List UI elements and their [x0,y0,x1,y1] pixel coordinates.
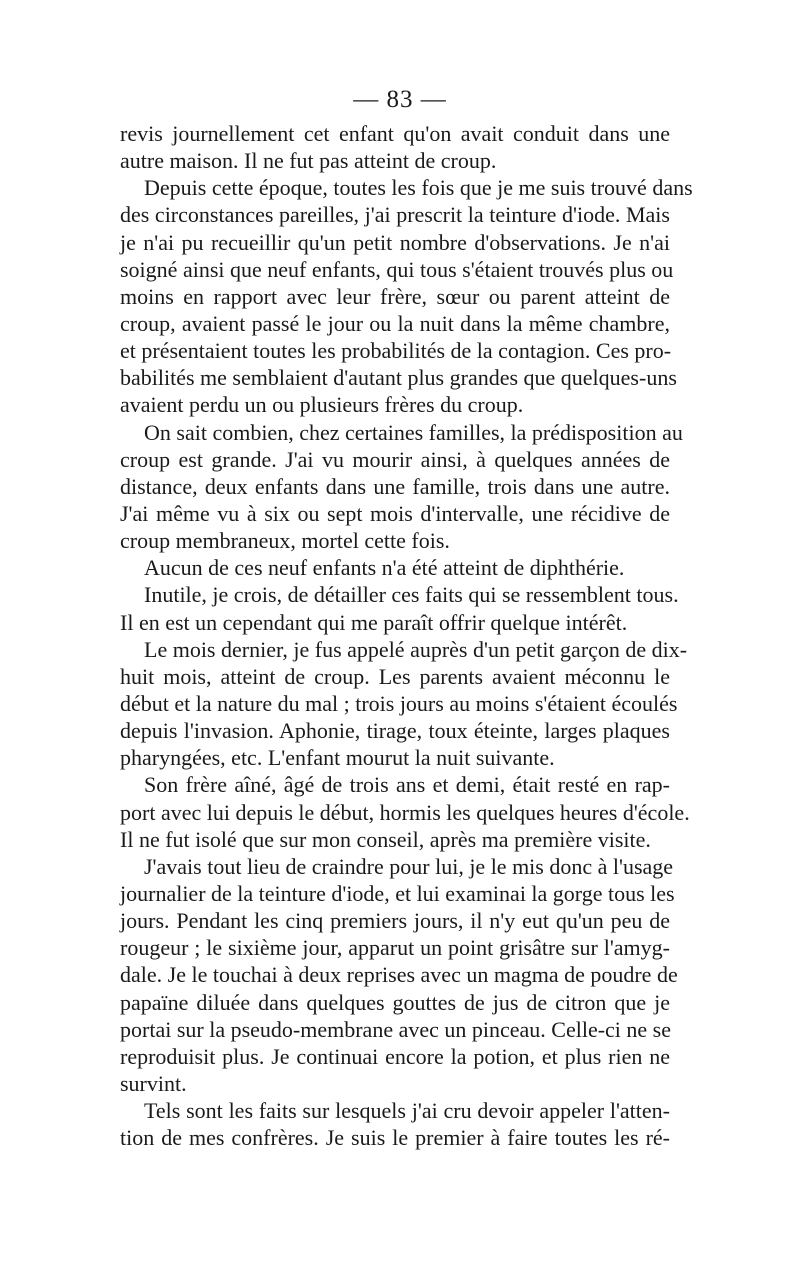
paragraph [120,174,693,418]
text-line: tion de mes confrères. Je suis le premier à faire toutes les ré- [120,1125,670,1151]
text-line: Tels sont les faits sur lesquels j'ai cru devoir appeler l'atten- [144,1098,670,1124]
text-line: pharyngées, etc. L'enfant mourut la nuit suivante. [120,745,555,771]
text-line: revis journellement cet enfant qu'on avait conduit dans une [120,121,670,146]
text-line: Il en est un cependant qui me paraît offrir quelque intérêt. [120,609,628,635]
text-line: portai sur la pseudo-membrane avec un pinceau. Celle-ci ne se [120,1016,671,1042]
paragraph [120,1097,670,1151]
text-line: soigné ainsi que neuf enfants, qui tous s'étaient trouvés plus ou [120,256,674,282]
paragraph [120,120,670,174]
text-line: J'ai même vu à six ou sept mois d'intervalle, une récidive de [120,500,670,526]
text-line: babilités me semblaient d'autant plus grandes que quelques-uns [120,365,677,391]
paragraph [120,581,679,635]
text-line: reproduisit plus. Je continuai encore la potion, et plus rien ne [120,1043,670,1069]
text-line: rougeur ; le sixième jour, apparut un point grisâtre sur l'amyg- [120,935,670,961]
text-line: des circonstances pareilles, j'ai prescrit la teinture d'iode. Mais [120,202,670,228]
paragraph [120,771,690,852]
text-line: journalier de la teinture d'iode, et lui examinai la gorge tous les [120,880,675,906]
text-line: J'avais tout lieu de craindre pour lui, je le mis donc à l'usage [144,853,674,879]
text-line: Depuis cette époque, toutes les fois que je me suis trouvé dans [144,175,693,201]
text-line: Son frère aîné, âgé de trois ans et demi, était resté en rap- [144,772,670,798]
text-line: croup membraneux, mortel cette fois. [120,528,450,554]
text-line: huit mois, atteint de croup. Les parents avaient méconnu le [120,663,670,689]
text-line: Aucun de ces neuf enfants n'a été atteint de diphthérie. [144,555,625,581]
text-line: distance, deux enfants dans une famille, trois dans une autre. [120,473,670,499]
text-line: avaient perdu un ou plusieurs frères du croup. [120,392,524,418]
text-line: On sait combien, chez certaines familles, la prédisposition au [144,419,683,445]
paragraph [120,636,688,772]
text-line: Il ne fut isolé que sur mon conseil, après ma première visite. [120,826,651,852]
page-number: — 83 — [353,86,447,113]
body-text [120,120,693,1151]
text-line: et présentaient toutes les probabilités de la contagion. Ces pro- [120,338,672,364]
text-line: Inutile, je crois, de détailler ces faits qui se ressemblent tous. [144,582,679,608]
text-line: croup, avaient passé le jour ou la nuit dans la même chambre, [120,310,670,336]
text-line: dale. Je le touchai à deux reprises avec un magma de poudre de [120,962,678,988]
text-line: croup est grande. J'ai vu mourir ainsi, à quelques années de [120,446,670,472]
text-line: Le mois dernier, je fus appelé auprès d'un petit garçon de dix- [144,636,688,662]
text-line: autre maison. Il ne fut pas atteint de croup. [120,148,497,174]
text-line: jours. Pendant les cinq premiers jours, il n'y eut qu'un peu de [120,908,670,934]
text-line: début et la nature du mal ; trois jours au moins s'étaient écoulés [120,690,678,716]
text-line: je n'ai pu recueillir qu'un petit nombre d'observations. Je n'ai [120,229,670,255]
text-line: survint. [120,1070,187,1096]
text-line: port avec lui depuis le début, hormis les quelques heures d'école. [120,799,690,825]
text-line: moins en rapport avec leur frère, sœur ou parent atteint de [120,283,670,309]
paragraph [120,554,670,581]
text-line: depuis l'invasion. Aphonie, tirage, toux éteinte, larges plaques [120,718,670,744]
text-line: papaïne diluée dans quelques gouttes de jus de citron que je [120,989,670,1015]
paragraph [120,419,683,555]
paragraph [120,853,678,1097]
